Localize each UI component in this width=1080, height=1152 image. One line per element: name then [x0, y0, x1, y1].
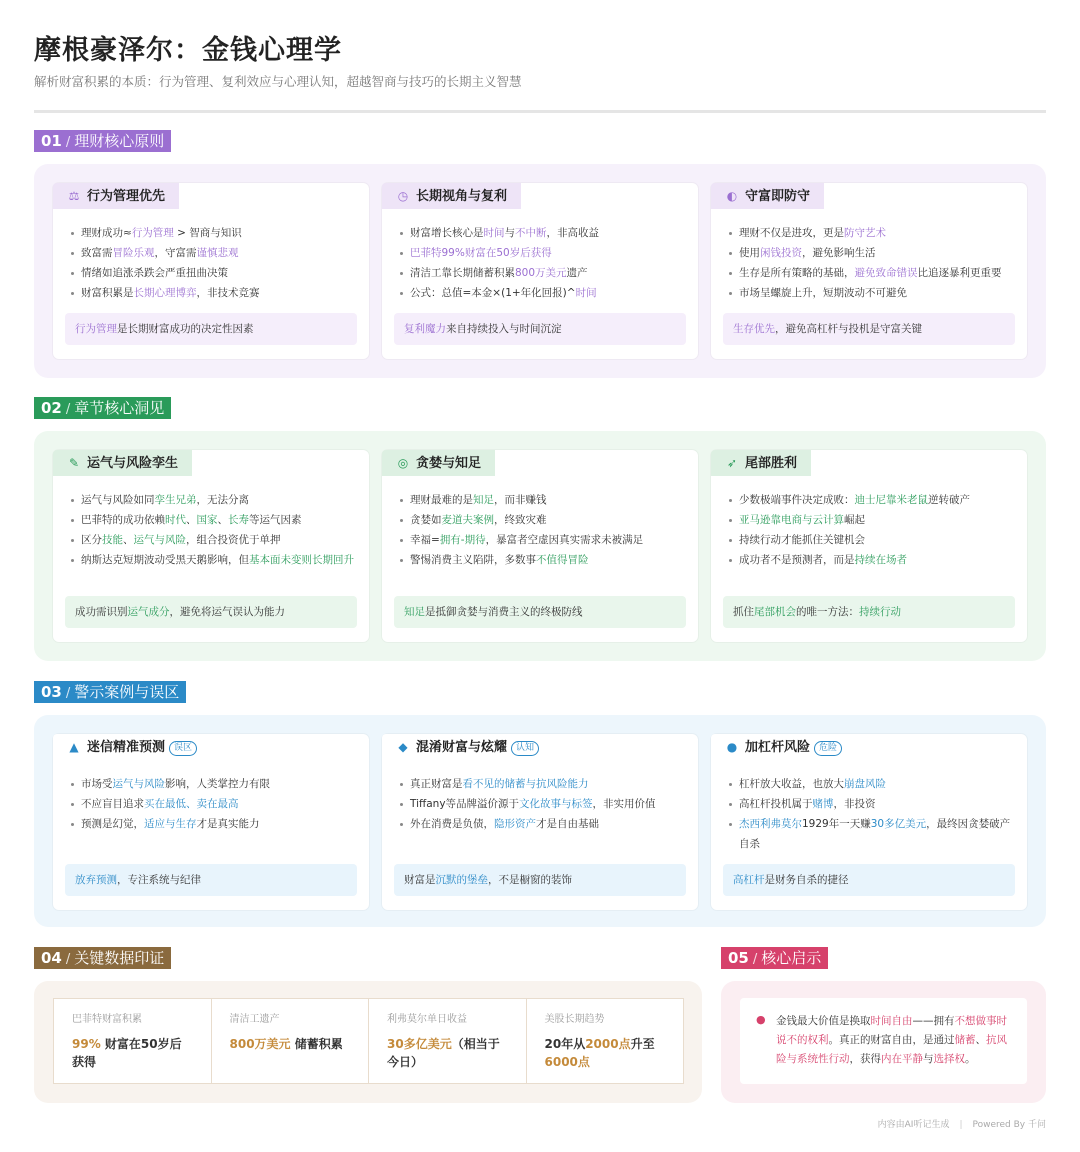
list-item-highlight: 崩盘风险 [844, 778, 886, 790]
list-item-text: 成功者不是预测者，而是 [739, 554, 855, 566]
card-summary-highlight: 行为管理 [75, 323, 117, 335]
card-title: 守富即防守 [745, 189, 811, 204]
list-item-text: ，非投资 [833, 798, 876, 810]
footer-separator: | [959, 1120, 963, 1130]
card-summary [394, 864, 686, 896]
list-item-highlight: 谨慎悲观 [196, 247, 239, 259]
list-item-text: 清洁工靠长期储蓄积累 [410, 267, 515, 279]
rocket-icon: ➶ [726, 456, 738, 470]
list-item [71, 814, 359, 834]
insight-box [740, 998, 1027, 1084]
list-item-text: 不应盲目追求 [81, 798, 144, 810]
section-1-label [34, 130, 171, 152]
list-item-highlight: 时间 [483, 227, 505, 239]
card-bullet-list [729, 774, 1017, 854]
section-2-panel [34, 431, 1046, 661]
list-item-text: > 智商与知识 [173, 227, 242, 239]
section-2-number: 02 [41, 399, 62, 417]
card-bullet-list [400, 774, 688, 834]
insight-highlight: 选择权 [933, 1053, 965, 1065]
list-item-text: 警惕消费主义陷阱，多数事 [410, 554, 536, 566]
list-item [729, 510, 1017, 530]
page-subtitle: 解析财富积累的本质：行为管理、复利效应与心理认知，超越智商与技巧的长期主义智慧 [34, 74, 522, 89]
card-summary [65, 313, 357, 345]
card-summary-highlight: 生存优先 [733, 323, 775, 335]
list-item-text: 真正财富是 [410, 778, 463, 790]
section-5-title: 核心启示 [761, 949, 822, 967]
card-header [711, 734, 856, 760]
card-tag-badge: 危险 [814, 741, 842, 756]
card-summary [65, 596, 357, 628]
section-3-sep: / [65, 686, 71, 701]
card-summary [723, 596, 1015, 628]
list-item-text: 公式：总值=本金×(1+年化回报)^ [410, 287, 576, 299]
section-5-number: 05 [728, 949, 749, 967]
list-item-text: ，非高收益 [546, 227, 599, 239]
list-item-highlight: 避免致命错误 [854, 267, 918, 279]
card-title: 运气与风险孪生 [87, 456, 179, 471]
list-item-highlight: 30多亿美元 [870, 818, 927, 830]
section-4-number: 04 [41, 949, 62, 967]
bulb-icon: ● [756, 1013, 766, 1026]
card-title: 长期视角与复利 [416, 189, 508, 204]
section-1-number: 01 [41, 132, 62, 150]
card-bullet-list [71, 223, 359, 303]
list-item [400, 263, 688, 283]
header-divider [34, 110, 1046, 113]
insight-text: 。真正的财富自由，是通过 [828, 1034, 955, 1046]
list-item [71, 550, 359, 570]
list-item-highlight: 行为管理 [131, 227, 174, 239]
list-item-highlight: 时代 [165, 514, 186, 526]
pencil-icon: ✎ [68, 456, 80, 470]
list-item-highlight: 长寿 [228, 514, 249, 526]
list-item [400, 283, 688, 303]
card-bullet-list [400, 223, 688, 303]
list-item [729, 794, 1017, 814]
list-item-text: 财富积累是 [81, 287, 134, 299]
stat-value-highlight: 2000点 [585, 1037, 631, 1051]
card-summary-text: 是财务自杀的捷径 [764, 874, 849, 886]
stat-label: 清洁工遗产 [229, 1014, 280, 1025]
section-1-sep: / [65, 135, 71, 150]
card-summary-highlight: 高杠杆 [733, 874, 765, 886]
card-header [53, 183, 179, 209]
list-item-highlight: 迪士尼靠米老鼠 [854, 494, 928, 506]
section-3-label [34, 681, 186, 703]
insight-highlight: 内在平静 [881, 1053, 923, 1065]
principle-card [53, 734, 369, 910]
insight-highlight: 时间自由 [870, 1015, 913, 1027]
section-4-title: 关键数据印证 [74, 949, 165, 967]
list-item-text: ，非实用价值 [592, 798, 656, 810]
list-item [71, 283, 359, 303]
list-item-text: 杠杆放大收益，也放大 [739, 778, 844, 790]
list-item-highlight: 杰西利弗莫尔 [739, 818, 802, 830]
card-title: 加杠杆风险 [745, 740, 811, 755]
section-2-title: 章节核心洞见 [74, 399, 165, 417]
footer [878, 1117, 1046, 1130]
principle-card [382, 183, 698, 359]
stat-value-highlight: 6000点 [544, 1055, 590, 1069]
list-item [71, 223, 359, 243]
card-summary-highlight: 知足 [404, 606, 425, 618]
bomb-icon: ● [726, 740, 738, 754]
stat-value [387, 1035, 508, 1071]
insight-text: 与 [923, 1053, 934, 1065]
list-item [71, 243, 359, 263]
insight-text: ——拥有 [912, 1015, 955, 1027]
list-item-text: ，终致灾难 [494, 514, 547, 526]
list-item [729, 550, 1017, 570]
stat-value-text: （相当于今日） [387, 1037, 500, 1069]
section-5-label [721, 947, 828, 969]
card-summary [723, 313, 1015, 345]
list-item [729, 283, 1017, 303]
section-4-sep: / [65, 952, 71, 967]
card-summary-text: ，专注系统与纪律 [117, 874, 201, 886]
stats-table [53, 998, 684, 1084]
list-item-text: 预测是幻觉， [81, 818, 144, 830]
card-header [382, 450, 495, 476]
list-item-text: 等运气因素 [249, 514, 302, 526]
card-title: 混淆财富与炫耀 [416, 740, 508, 755]
list-item-text: 、 [123, 534, 134, 546]
list-item-highlight: 闲钱投资 [760, 247, 802, 259]
list-item-highlight: 文化故事与标签 [519, 798, 593, 810]
stat-value-text: 储蓄积累 [290, 1037, 343, 1051]
card-summary-text: ，避免将运气误认为能力 [169, 606, 285, 618]
list-item [400, 223, 688, 243]
list-item-highlight: 基本面未变则长期回升 [249, 554, 354, 566]
list-item [400, 794, 688, 814]
list-item-text: 持续行动才能抓住关键机会 [739, 534, 865, 546]
insight-text [776, 1012, 1007, 1069]
list-item [729, 814, 1017, 854]
list-item-highlight: 麦道夫案例 [441, 514, 494, 526]
card-title: 贪婪与知足 [416, 456, 482, 471]
list-item-highlight: 隐形资产 [494, 818, 536, 830]
list-item-text: Tiffany等品牌溢价源于 [410, 798, 520, 810]
list-item-text: ，避免影响生活 [802, 247, 876, 259]
warning-icon: ▲ [69, 740, 79, 754]
list-item-text: 运气与风险如同 [81, 494, 155, 506]
stat-value-text: 升至 [630, 1037, 655, 1051]
card-summary-highlight: 复利魔力 [404, 323, 446, 335]
stat-label: 巴菲特财富积累 [72, 1014, 142, 1025]
card-summary-text: 财富是 [404, 874, 436, 886]
section-3-number: 03 [41, 683, 62, 701]
card-summary-text: 是抵御贪婪与消费主义的终极防线 [425, 606, 583, 618]
list-item-text: ，暴富者空虚因真实需求未被满足 [485, 534, 644, 546]
list-item-text: 幸福= [410, 534, 440, 546]
list-item-highlight: 知足 [473, 494, 494, 506]
card-summary-text: 成功需识别 [75, 606, 128, 618]
list-item-highlight: 巴菲特99%财富在50岁后获得 [410, 247, 552, 259]
list-item-text: 生存是所有策略的基础， [739, 267, 855, 279]
page-header [34, 34, 1046, 113]
list-item-text: 才是自由基础 [536, 818, 599, 830]
card-summary [394, 596, 686, 628]
section-5-sep: / [752, 952, 758, 967]
list-item-highlight: 持续在场者 [854, 554, 907, 566]
insight-text: 、 [975, 1034, 986, 1046]
list-item [400, 550, 688, 570]
card-header [53, 734, 211, 760]
card-summary-text: 是长期财富成功的决定性因素 [117, 323, 254, 335]
list-item [71, 490, 359, 510]
list-item-highlight: 买在最低、卖在最高 [144, 798, 239, 810]
insight-highlight: 抗风险与系统性行动 [776, 1034, 1007, 1065]
list-item-text: 、 [186, 514, 197, 526]
insight-highlight: 储蓄 [954, 1034, 976, 1046]
list-item [729, 530, 1017, 550]
card-summary [65, 864, 357, 896]
list-item [71, 510, 359, 530]
stat-value [72, 1035, 193, 1071]
list-item [71, 794, 359, 814]
stat-label: 美股长期趋势 [544, 1014, 605, 1025]
list-item [400, 530, 688, 550]
list-item-text: ，组合投资优于单押 [186, 534, 281, 546]
list-item-text: 1929年一天赚 [802, 818, 871, 830]
list-item-text: 才是真实能力 [196, 818, 260, 830]
stat-value-highlight: 800万美元 [229, 1037, 291, 1051]
list-item [729, 243, 1017, 263]
card-summary-highlight: 持续行动 [859, 606, 901, 618]
footer-credit: 内容由AI听记生成 [877, 1120, 950, 1130]
card-header [711, 183, 824, 209]
stat-cell [54, 999, 212, 1083]
list-item-highlight: 孪生兄弟 [154, 494, 197, 506]
card-header [382, 734, 553, 760]
card-summary [723, 864, 1015, 896]
list-item [400, 774, 688, 794]
list-item-highlight: 技能 [102, 534, 123, 546]
list-item [729, 223, 1017, 243]
list-item-text: 纳斯达克短期波动受黑天鹅影响，但 [81, 554, 249, 566]
list-item-highlight: 国家 [196, 514, 218, 526]
card-bullet-list [729, 490, 1017, 570]
section-3-title: 警示案例与误区 [74, 683, 180, 701]
section-1-title: 理财核心原则 [74, 132, 165, 150]
card-summary-highlight: 尾部机会 [754, 606, 796, 618]
list-item-highlight: 冒险乐观 [112, 247, 155, 259]
card-summary-highlight: 沉默的堡垒 [435, 874, 488, 886]
stat-value-text: 财富在50岁后获得 [72, 1037, 182, 1069]
footer-powered-by: Powered By 千问 [972, 1120, 1046, 1130]
card-header [382, 183, 521, 209]
list-item-text: 遗产 [566, 267, 588, 279]
insight-text: 。 [965, 1053, 976, 1065]
list-item-highlight: 运气与风险 [133, 534, 186, 546]
list-item [400, 490, 688, 510]
stat-value-highlight: 99% [72, 1037, 101, 1051]
list-item-text: ，非技术竞赛 [196, 287, 260, 299]
principle-card [711, 183, 1027, 359]
card-summary-highlight: 运气成分 [127, 606, 170, 618]
list-item-highlight: 拥有-期待 [439, 534, 486, 546]
scale-icon: ⚖ [68, 189, 80, 203]
principle-card [382, 734, 698, 910]
list-item-text: 情绪如追涨杀跌会严重扭曲决策 [81, 267, 228, 279]
list-item-text: 区分 [81, 534, 102, 546]
principle-card [53, 183, 369, 359]
card-title: 迷信精准预测 [87, 740, 166, 755]
insight-text: ，获得 [849, 1053, 881, 1065]
list-item-text: 贪婪如 [410, 514, 442, 526]
list-item-highlight: 800万美元 [515, 267, 567, 279]
card-header [53, 450, 192, 476]
list-item-highlight: 长期心理博弈 [133, 287, 197, 299]
list-item-text: 市场呈螺旋上升，短期波动不可避免 [739, 287, 907, 299]
card-summary-text: 的唯一方法： [796, 606, 859, 618]
list-item-highlight: 不值得冒险 [536, 554, 589, 566]
list-item-highlight: 防守艺术 [844, 227, 886, 239]
card-summary-highlight: 放弃预测 [75, 874, 117, 886]
list-item-text: 与 [504, 227, 515, 239]
list-item-highlight: 适应与生存 [144, 818, 197, 830]
card-summary-text: 来自持续投入与时间沉淀 [446, 323, 562, 335]
target-icon: ◎ [397, 456, 409, 470]
list-item [400, 243, 688, 263]
section-2-sep: / [65, 402, 71, 417]
list-item-text: 致富需 [81, 247, 113, 259]
list-item [400, 510, 688, 530]
list-item-text: 逆转破产 [928, 494, 970, 506]
section-4-label [34, 947, 171, 969]
list-item-text: 理财最难的是 [410, 494, 473, 506]
list-item-highlight: 看不见的储蓄与抗风险能力 [462, 778, 589, 790]
card-bullet-list [71, 774, 359, 834]
shield-icon: ◐ [726, 189, 738, 203]
card-title: 行为管理优先 [87, 189, 166, 204]
card-tag-badge: 误区 [169, 741, 197, 756]
section-1-panel [34, 164, 1046, 378]
list-item [729, 263, 1017, 283]
list-item-highlight: 不中断 [515, 227, 547, 239]
list-item-text: 、 [217, 514, 228, 526]
card-title: 尾部胜利 [745, 456, 798, 471]
page-title: 摩根豪泽尔：金钱心理学 [34, 35, 342, 66]
list-item-text: 财富增长核心是 [410, 227, 484, 239]
section-3-panel [34, 715, 1046, 927]
card-summary-text: ，避免高杠杆与投机是守富关键 [775, 323, 922, 335]
list-item-text: 影响，人类掌控力有限 [165, 778, 270, 790]
section-4-panel [34, 981, 702, 1103]
stat-value [230, 1035, 351, 1053]
list-item-highlight: 运气与风险 [112, 778, 165, 790]
card-bullet-list [400, 490, 688, 570]
list-item-text: 使用 [739, 247, 760, 259]
list-item-text: 比追逐暴利更重要 [917, 267, 1002, 279]
card-tag-badge: 认知 [511, 741, 539, 756]
list-item-text: 理财成功≈ [81, 227, 132, 239]
list-item-text: 市场受 [81, 778, 113, 790]
principle-card [53, 450, 369, 642]
list-item-text: 外在消费是负债， [410, 818, 494, 830]
section-2-label [34, 397, 171, 419]
principle-card [711, 734, 1027, 910]
list-item [71, 774, 359, 794]
stat-value-highlight: 30多亿美元 [387, 1037, 452, 1051]
principle-card [711, 450, 1027, 642]
insight-text: 金钱最大价值是换取 [776, 1015, 871, 1027]
list-item-highlight: 赌博 [812, 798, 834, 810]
list-item-text: ，守富需 [154, 247, 197, 259]
list-item [71, 263, 359, 283]
list-item-text: 高杠杆投机属于 [739, 798, 813, 810]
list-item-text: 理财不仅是进攻，更是 [739, 227, 844, 239]
list-item [400, 814, 688, 834]
list-item-highlight: 亚马逊靠电商与云计算 [739, 514, 844, 526]
list-item-text: ，无法分离 [196, 494, 249, 506]
stat-value [545, 1035, 666, 1071]
list-item-text: 崛起 [844, 514, 865, 526]
clock-icon: ◷ [397, 189, 409, 203]
list-item [729, 774, 1017, 794]
stat-cell [527, 999, 684, 1083]
card-bullet-list [729, 223, 1017, 303]
tag-icon: ◆ [398, 740, 408, 754]
card-header [711, 450, 811, 476]
card-bullet-list [71, 490, 359, 570]
card-summary-text: 抓住 [733, 606, 754, 618]
stat-label: 利弗莫尔单日收益 [387, 1014, 467, 1025]
list-item-text: 少数极端事件决定成败： [739, 494, 855, 506]
section-5-panel [721, 981, 1046, 1103]
list-item-highlight: 时间 [575, 287, 597, 299]
card-summary-text: ，不是橱窗的装饰 [488, 874, 572, 886]
list-item-text: 巴菲特的成功依赖 [81, 514, 165, 526]
card-summary [394, 313, 686, 345]
stat-value-text: 20年从 [544, 1037, 586, 1051]
stat-cell [212, 999, 370, 1083]
insight-highlight: 不想做事时说不的权利 [776, 1015, 1007, 1046]
stat-cell [369, 999, 527, 1083]
list-item [729, 490, 1017, 510]
list-item [71, 530, 359, 550]
list-item-text: ，最终因贪婪破产自杀 [739, 818, 1011, 850]
list-item-text: ，而非赚钱 [494, 494, 547, 506]
principle-card [382, 450, 698, 642]
